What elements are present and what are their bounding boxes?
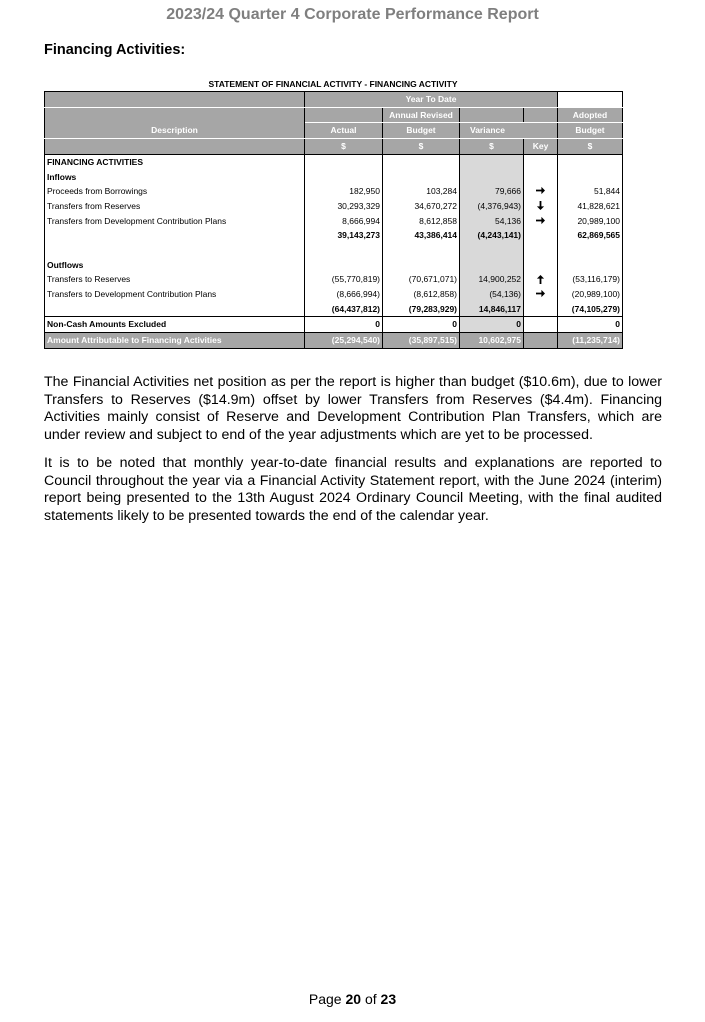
header-currency-blank [45, 139, 305, 155]
table-row [45, 272, 623, 287]
up-arrow-icon [536, 274, 545, 285]
row-adopted: 20,989,100 [558, 214, 623, 229]
header-variance-spacer [460, 107, 524, 123]
row-variance: (4,376,943) [460, 199, 524, 214]
row-budget: 103,284 [383, 184, 460, 199]
non-cash-row [45, 317, 623, 333]
non-cash-label: Non-Cash Amounts Excluded [45, 317, 305, 333]
row-key [524, 287, 558, 302]
row-variance: 54,136 [460, 214, 524, 229]
table-row [45, 184, 623, 199]
header-row-labels-1 [45, 107, 623, 123]
footer-prefix: Page [308, 991, 342, 1007]
row-description: Transfers to Reserves [45, 272, 305, 287]
page-total: 23 [380, 991, 397, 1007]
header-actual: Actual [305, 123, 383, 139]
page-footer [0, 991, 705, 1007]
non-cash-adopted: 0 [558, 317, 623, 333]
row-key [524, 272, 558, 287]
outflows-total-variance: 14,846,117 [460, 302, 524, 317]
inflows-label: Inflows [45, 169, 305, 184]
header-adopted-budget: Budget [558, 123, 623, 139]
outflows-total-budget: (79,283,929) [383, 302, 460, 317]
row-budget: 8,612,858 [383, 214, 460, 229]
header-variance: Variance [460, 123, 558, 139]
row-adopted: 51,844 [558, 184, 623, 199]
non-cash-actual: 0 [305, 317, 383, 333]
table-row [45, 258, 623, 273]
row-budget: (70,671,071) [383, 272, 460, 287]
outflows-total-actual: (64,437,812) [305, 302, 383, 317]
outflows-label: Outflows [45, 258, 305, 273]
header-gap [558, 92, 623, 108]
row-adopted: (20,989,100) [558, 287, 623, 302]
header-actual-spacer [305, 107, 383, 123]
inflows-total-adopted: 62,869,565 [558, 228, 623, 243]
row-variance: (54,136) [460, 287, 524, 302]
header-key-spacer [524, 107, 558, 123]
down-arrow-icon [536, 200, 545, 211]
row-description: Proceeds from Borrowings [45, 184, 305, 199]
row-adopted: (53,116,179) [558, 272, 623, 287]
report-title: 2023/24 Quarter 4 Corporate Performance Report [166, 6, 539, 23]
outflows-total-adopted: (74,105,279) [558, 302, 623, 317]
inflows-total-budget: 43,386,414 [383, 228, 460, 243]
header-currency-variance: $ [460, 139, 524, 155]
row-actual: (55,770,819) [305, 272, 383, 287]
footer-of: of [364, 991, 377, 1007]
table-row [45, 154, 623, 169]
header-annual-revised: Annual Revised [383, 107, 460, 123]
row-key [524, 184, 558, 199]
final-label: Amount Attributable to Financing Activities [45, 333, 305, 349]
header-row-currency [45, 139, 623, 155]
amount-attributable-row [45, 333, 623, 349]
inflows-total-row [45, 228, 623, 243]
table-row [45, 199, 623, 214]
row-key [524, 214, 558, 229]
final-actual: (25,294,540) [305, 333, 383, 349]
outflows-total-row [45, 302, 623, 317]
header-year-to-date: Year To Date [305, 92, 558, 108]
header-currency-adopted: $ [558, 139, 623, 155]
row-variance: 79,666 [460, 184, 524, 199]
row-adopted: 41,828,621 [558, 199, 623, 214]
right-arrow-icon [536, 288, 545, 299]
row-variance: 14,900,252 [460, 272, 524, 287]
row-budget: 34,670,272 [383, 199, 460, 214]
final-adopted: (11,235,714) [558, 333, 623, 349]
spacer-row [45, 243, 623, 258]
header-budget: Budget [383, 123, 460, 139]
inflows-total-actual: 39,143,273 [305, 228, 383, 243]
final-variance: 10,602,975 [460, 333, 524, 349]
inflows-total-variance: (4,243,141) [460, 228, 524, 243]
table-row [45, 287, 623, 302]
section-heading: Financing Activities: [44, 42, 186, 58]
row-description: Transfers from Reserves [45, 199, 305, 214]
table-title: STATEMENT OF FINANCIAL ACTIVITY - FINANCING ACTIVITY [208, 79, 458, 89]
non-cash-variance: 0 [460, 317, 524, 333]
commentary-paragraph-1: The Financial Activities net position as per the report is higher than budget ($10.6m), due to lower Transfers to Reserves ($14.9m) offset by lower Transfers from Reserves ($4.4m). Financing Activities mainly consist of Reserve and Development Contribution Plan Transfers, which are under review and subject to end of the year adjustments which are yet to be processed. [44, 374, 662, 443]
table-row [45, 169, 623, 184]
header-blank [45, 92, 305, 108]
header-row-group [45, 92, 623, 108]
row-actual: 182,950 [305, 184, 383, 199]
header-adopted: Adopted [558, 107, 623, 123]
non-cash-budget: 0 [383, 317, 460, 333]
row-budget: (8,612,858) [383, 287, 460, 302]
financing-activity-table [44, 91, 623, 349]
header-currency-budget: $ [383, 139, 460, 155]
row-key [524, 199, 558, 214]
section-label: FINANCING ACTIVITIES [45, 154, 305, 169]
header-key: Key [524, 139, 558, 155]
row-actual: 8,666,994 [305, 214, 383, 229]
table-row [45, 214, 623, 229]
header-description: Description [45, 107, 305, 138]
row-actual: 30,293,329 [305, 199, 383, 214]
row-actual: (8,666,994) [305, 287, 383, 302]
commentary-paragraph-2: It is to be noted that monthly year-to-date financial results and explanations are reported to Council throughout the year via a Financial Activity Statement report, with the June 2024 (interim) report being presented to the 13th August 2024 Ordinary Council Meeting, with the final audited statements likely to be presented towards the end of the calendar year. [44, 455, 662, 524]
header-currency-actual: $ [305, 139, 383, 155]
right-arrow-icon [536, 186, 545, 197]
final-budget: (35,897,515) [383, 333, 460, 349]
row-description: Transfers from Development Contribution Plans [45, 214, 305, 229]
row-description: Transfers to Development Contribution Plans [45, 287, 305, 302]
right-arrow-icon [536, 215, 545, 226]
page-number: 20 [345, 991, 362, 1007]
